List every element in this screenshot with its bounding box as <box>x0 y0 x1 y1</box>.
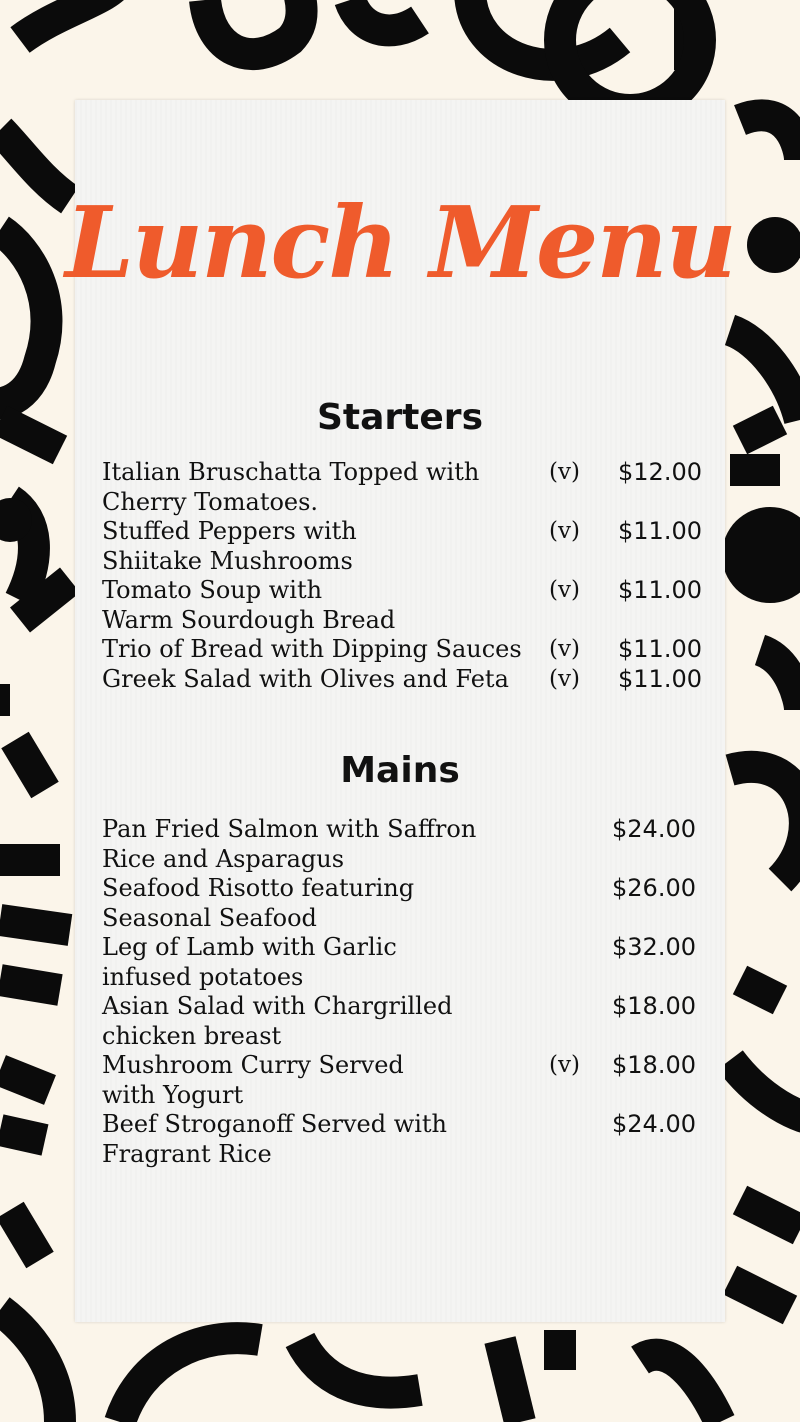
item-price: $18.00 <box>612 1051 696 1079</box>
menu-item <box>102 991 696 1051</box>
item-price: $32.00 <box>612 933 696 961</box>
menu-item <box>102 664 702 694</box>
section-heading-mains: Mains <box>340 750 460 791</box>
vegetarian-mark: (v) <box>549 636 580 662</box>
menu-item <box>102 634 702 664</box>
vegetarian-mark: (v) <box>549 518 580 544</box>
section-heading-starters: Starters <box>317 397 483 438</box>
item-name: Trio of Bread with Dipping Sauces <box>102 635 522 663</box>
item-name: Leg of Lamb with Garlic infused potatoes <box>102 933 397 991</box>
item-name: Beef Stroganoff Served with Fragrant Rice <box>102 1110 448 1168</box>
menu-title: Lunch Menu <box>65 186 735 301</box>
item-name: Mushroom Curry Served with Yogurt <box>102 1051 404 1109</box>
item-price: $24.00 <box>612 1110 696 1138</box>
vegetarian-mark: (v) <box>549 666 580 692</box>
item-name: Seafood Risotto featuring Seasonal Seafood <box>102 874 415 932</box>
item-price: $18.00 <box>612 992 696 1020</box>
item-name: Greek Salad with Olives and Feta <box>102 665 509 693</box>
menu-item <box>102 932 696 992</box>
item-price: $26.00 <box>612 874 696 902</box>
item-name: Pan Fried Salmon with Saffron Rice and Asparagus <box>102 815 477 873</box>
item-price: $11.00 <box>618 517 702 545</box>
menu-item <box>102 575 702 635</box>
menu-item <box>102 873 696 933</box>
vegetarian-mark: (v) <box>549 1052 580 1078</box>
item-name: Tomato Soup with Warm Sourdough Bread <box>102 576 396 634</box>
vegetarian-mark: (v) <box>549 577 580 603</box>
item-name: Italian Bruschatta Topped with Cherry Tomatoes. <box>102 458 480 516</box>
menu-item <box>102 814 696 874</box>
menu-item <box>102 1050 696 1110</box>
menu-item <box>102 457 702 517</box>
item-price: $12.00 <box>618 458 702 486</box>
item-name: Stuffed Peppers with Shiitake Mushrooms <box>102 517 357 575</box>
item-name: Asian Salad with Chargrilled chicken breast <box>102 992 453 1050</box>
vegetarian-mark: (v) <box>549 459 580 485</box>
item-price: $24.00 <box>612 815 696 843</box>
menu-item <box>102 1109 696 1169</box>
item-price: $11.00 <box>618 665 702 693</box>
menu-item <box>102 516 702 576</box>
item-price: $11.00 <box>618 576 702 604</box>
item-price: $11.00 <box>618 635 702 663</box>
